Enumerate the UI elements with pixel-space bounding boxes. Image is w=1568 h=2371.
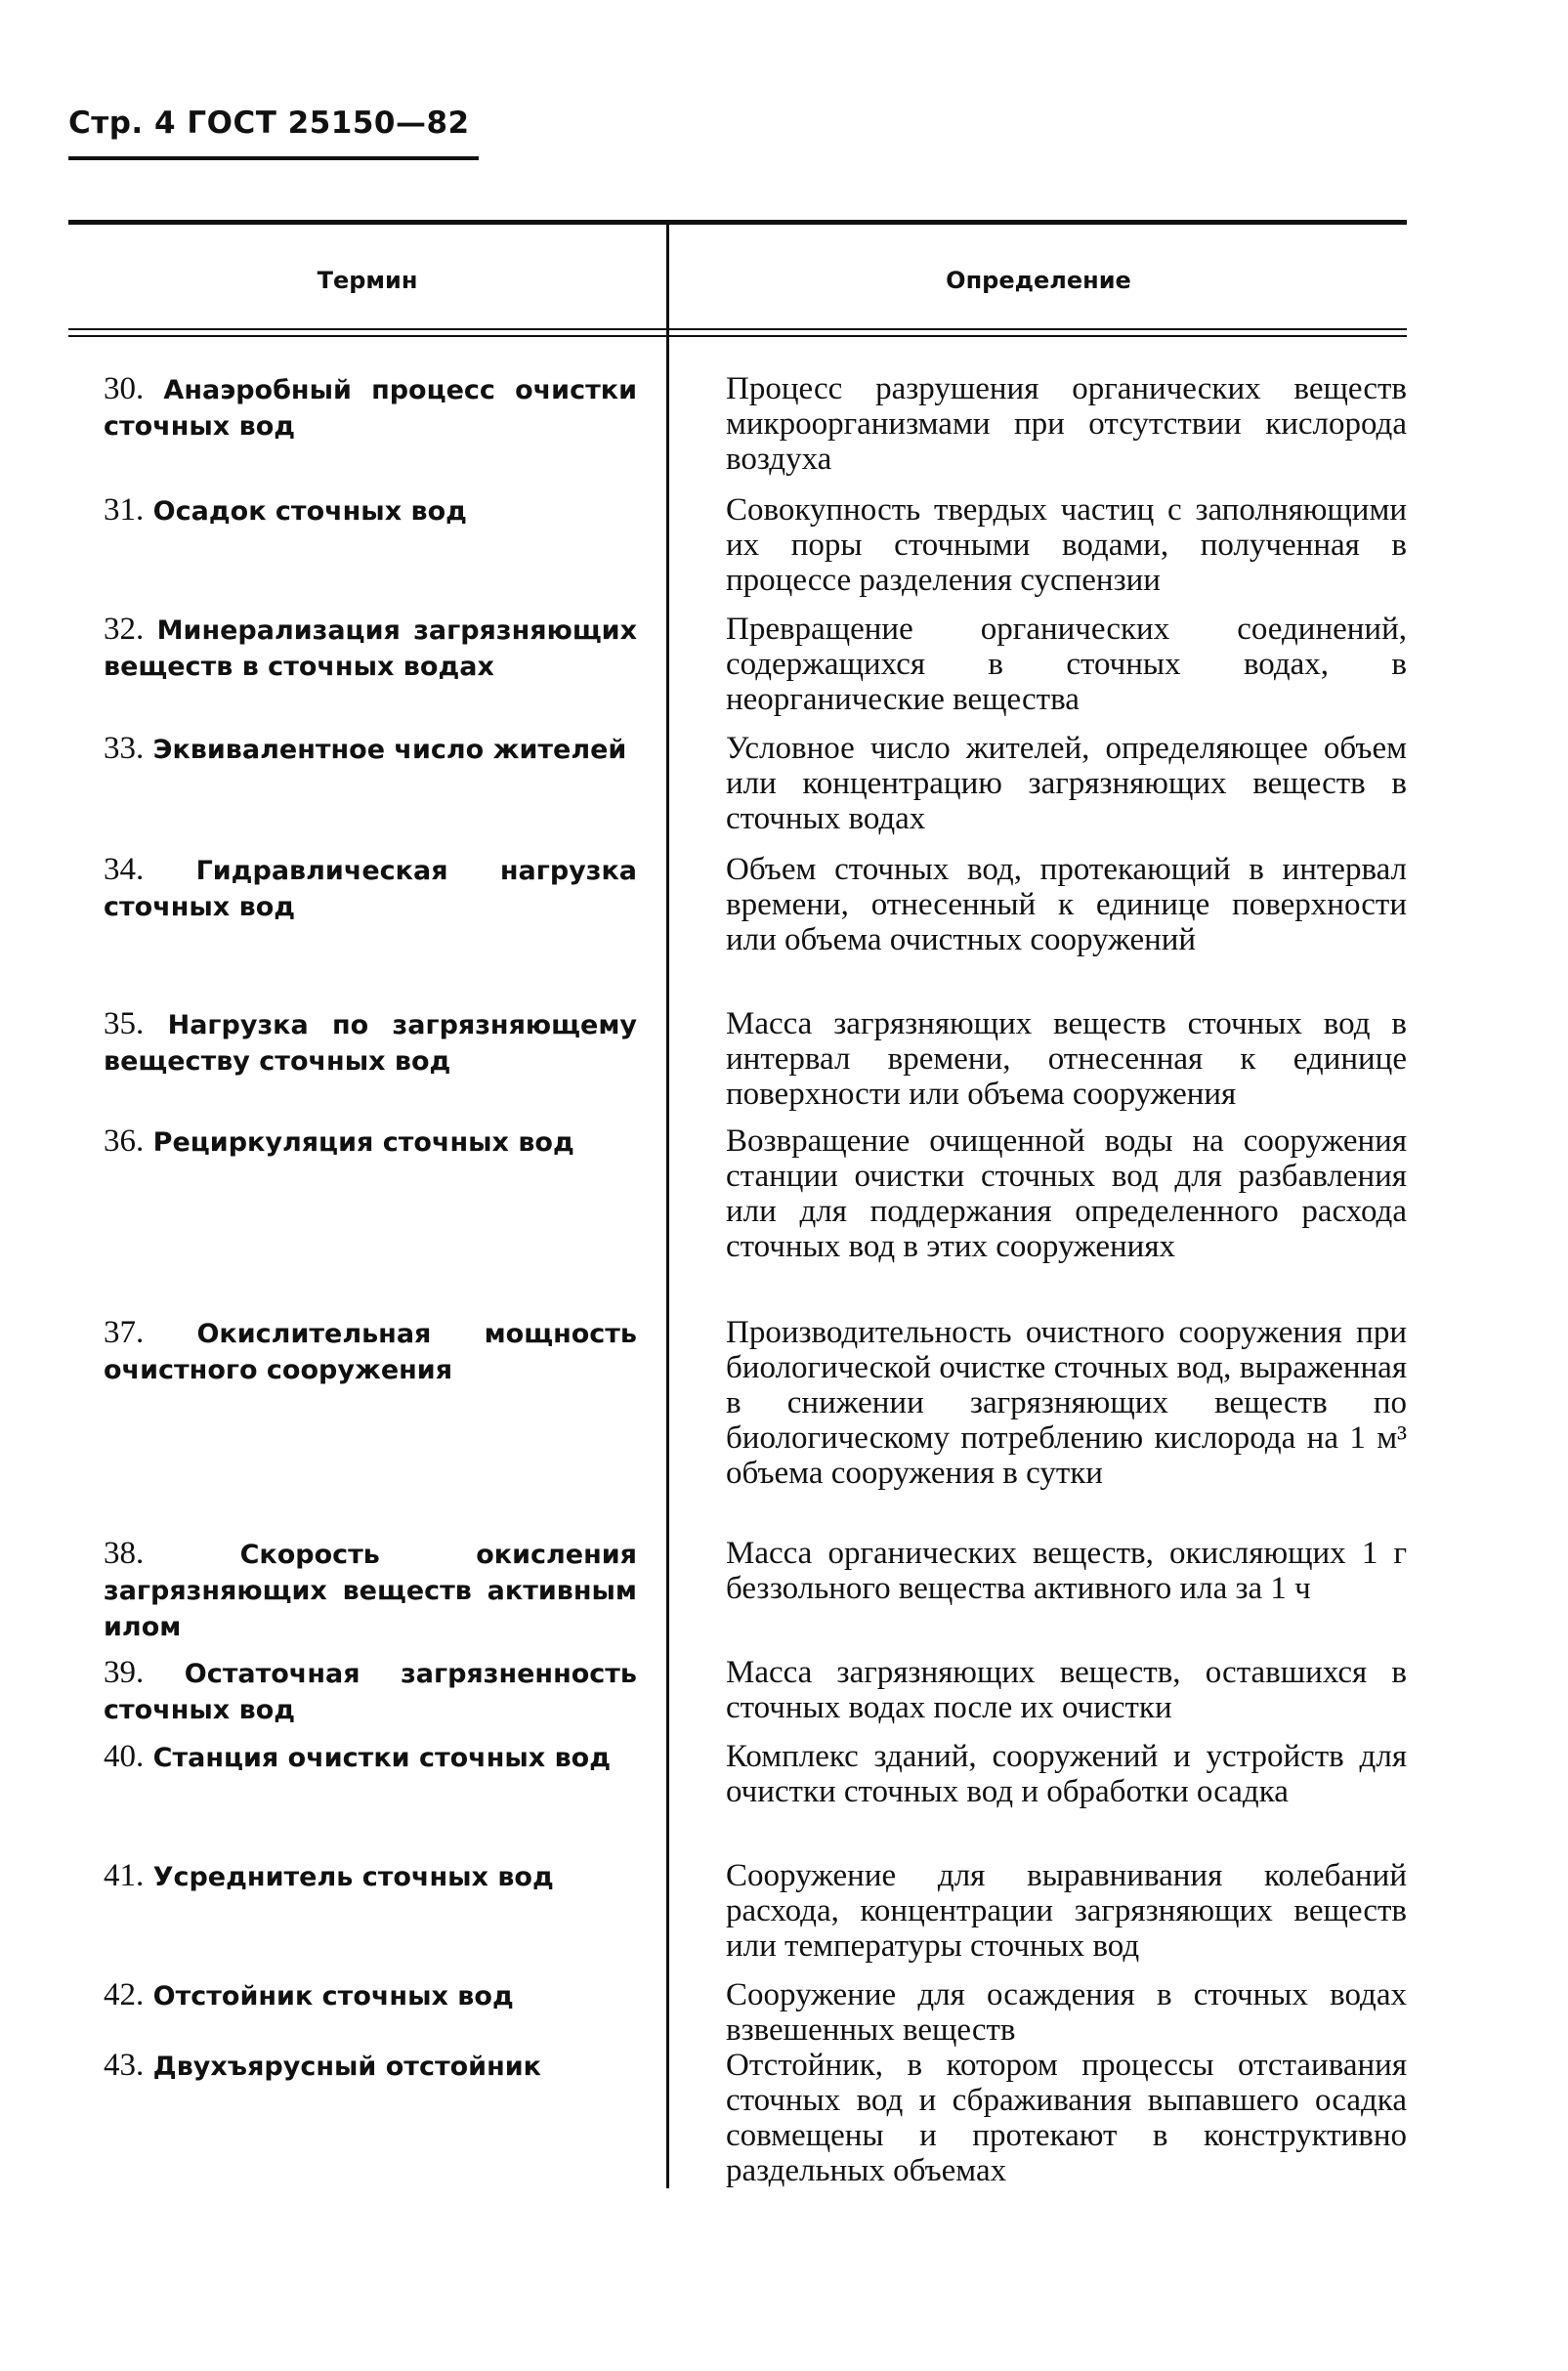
term-text: Рециркуляция сточных вод bbox=[152, 1127, 574, 1158]
definition-cell: Объем сточных вод, протекающий в интервал времени, отнесенный к единице поверхности или объема очистных сооружений bbox=[726, 852, 1407, 957]
term-number: 43. bbox=[104, 2048, 145, 2083]
term-text: Гидравлическая нагрузка сточных вод bbox=[104, 856, 637, 922]
definition-cell: Комплекс зданий, сооружений и устройств для очистки сточных вод и обработки осадка bbox=[726, 1739, 1407, 1809]
term-cell bbox=[68, 1006, 637, 1080]
definition-cell: Процесс разрушения органических веществ микроорганизмами при отсутствии кислорода воздуха bbox=[726, 371, 1407, 477]
term-number: 31. bbox=[104, 492, 145, 528]
term-number: 34. bbox=[104, 852, 145, 887]
table-header-rule bbox=[68, 328, 1407, 330]
term-text: Окислительная мощность очистного сооружения bbox=[104, 1319, 637, 1385]
term-text: Станция очистки сточных вод bbox=[152, 1743, 612, 1773]
term-cell bbox=[68, 1123, 637, 1161]
term-cell bbox=[68, 1977, 637, 2014]
term-cell bbox=[68, 492, 637, 529]
term-cell bbox=[68, 1858, 637, 1895]
term-cell bbox=[68, 1536, 637, 1645]
term-number: 41. bbox=[104, 1858, 145, 1893]
term-text: Анаэробный процесс очистки сточных вод bbox=[104, 375, 638, 442]
definition-cell: Сооружение для выравнивания колебаний расхода, концентрации загрязняющих веществ или температуры сточных вод bbox=[726, 1858, 1407, 1964]
term-number: 39. bbox=[104, 1655, 145, 1690]
definition-cell: Масса загрязняющих веществ, оставшихся в сточных водах после их очистки bbox=[726, 1655, 1407, 1725]
term-cell bbox=[68, 1315, 637, 1388]
term-cell bbox=[68, 731, 637, 768]
definition-cell: Масса загрязняющих веществ сточных вод в интервал времени, отнесенная к единице поверхности или объема сооружения bbox=[726, 1006, 1407, 1112]
term-text: Скорость окисления загрязняющих веществ активным илом bbox=[104, 1540, 637, 1642]
term-cell bbox=[68, 1739, 637, 1776]
term-number: 30. bbox=[104, 371, 145, 406]
term-number: 35. bbox=[104, 1006, 145, 1041]
term-text: Остаточная загрязненность сточных вод bbox=[104, 1659, 637, 1725]
term-cell bbox=[68, 612, 637, 685]
term-cell bbox=[68, 1655, 637, 1728]
definition-cell: Масса органических веществ, окисляющих 1 г беззольного вещества активного ила за 1 ч bbox=[726, 1536, 1407, 1606]
table-header-rule-second bbox=[68, 335, 1407, 337]
definition-cell: Отстойник, в котором процессы отстаивания сточных вод и сбраживания выпавшего осадка совмещены и протекают в конструктивно раздельных объемах bbox=[726, 2048, 1407, 2188]
term-number: 37. bbox=[104, 1315, 145, 1350]
term-text: Осадок сточных вод bbox=[152, 496, 467, 527]
term-text: Минерализация загрязняющих веществ в сточных водах bbox=[104, 615, 638, 682]
definition-cell: Производительность очистного сооружения при биологической очистке сточных вод, выраженная в снижении загрязняющих веществ по биологическому потреблению кислорода на 1 м³ объема сооружения в сутки bbox=[726, 1315, 1407, 1491]
term-column-header: Термин bbox=[317, 267, 418, 294]
term-text: Нагрузка по загрязняющему веществу сточных вод bbox=[104, 1010, 637, 1077]
term-number: 33. bbox=[104, 731, 145, 766]
term-text: Усреднитель сточных вод bbox=[152, 1862, 554, 1892]
header-rule bbox=[68, 156, 479, 160]
term-cell bbox=[68, 371, 637, 445]
term-cell bbox=[68, 852, 637, 925]
definition-cell: Условное число жителей, определяющее объем или концентрацию загрязняющих веществ в сточных водах bbox=[726, 731, 1407, 836]
term-text: Двухъярусный отстойник bbox=[152, 2052, 541, 2082]
definition-cell: Сооружение для осаждения в сточных водах взвешенных веществ bbox=[726, 1977, 1407, 2048]
term-number: 32. bbox=[104, 612, 145, 647]
definition-column-header: Определение bbox=[946, 267, 1131, 294]
column-divider bbox=[666, 225, 669, 2188]
definition-cell: Превращение органических соединений, содержащихся в сточных водах, в неорганические вещества bbox=[726, 612, 1407, 717]
term-number: 40. bbox=[104, 1739, 145, 1774]
table-top-rule bbox=[68, 220, 1407, 225]
definition-cell: Возвращение очищенной воды на сооружения станции очистки сточных вод для разбавления или для поддержания определенного расхода сточных вод в этих сооружениях bbox=[726, 1123, 1407, 1264]
term-text: Отстойник сточных вод bbox=[152, 1981, 514, 2011]
definition-cell: Совокупность твердых частиц с заполняющими их поры сточными водами, полученная в процессе разделения суспензии bbox=[726, 492, 1407, 598]
term-cell bbox=[68, 2048, 637, 2085]
term-number: 38. bbox=[104, 1536, 145, 1571]
term-text: Эквивалентное число жителей bbox=[152, 735, 627, 765]
page-header: Стр. 4 ГОСТ 25150—82 bbox=[68, 106, 470, 141]
term-number: 42. bbox=[104, 1977, 145, 2012]
term-number: 36. bbox=[104, 1123, 145, 1159]
